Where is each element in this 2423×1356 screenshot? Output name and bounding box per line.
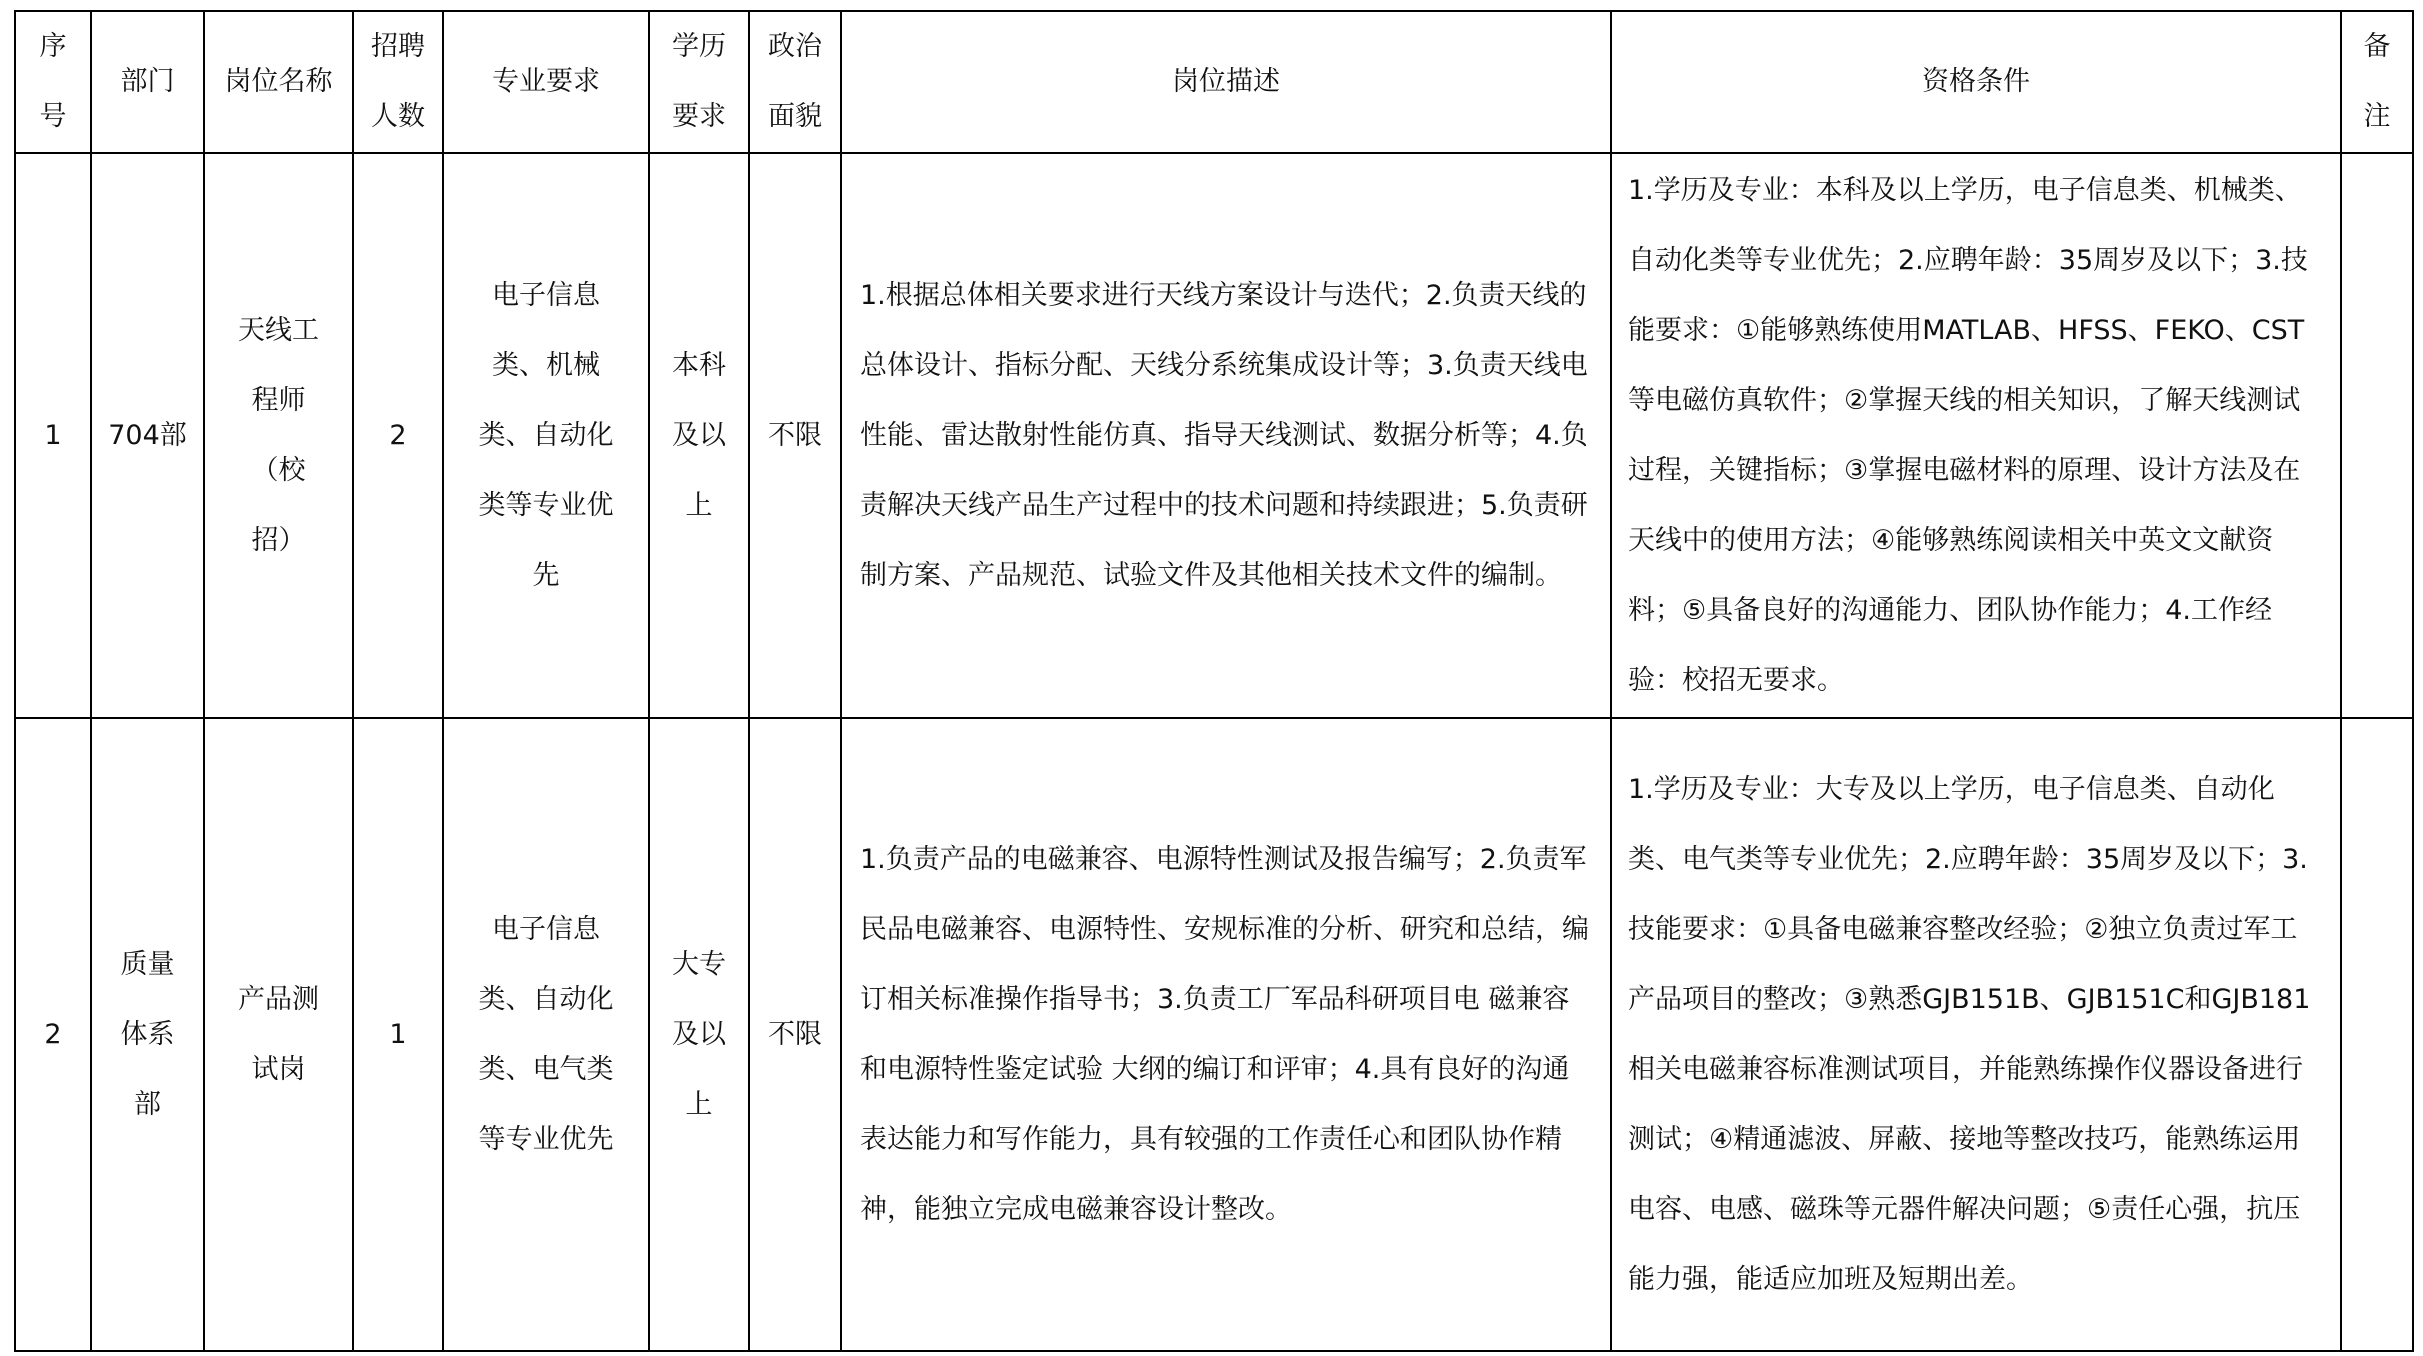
header-position: 岗位名称 bbox=[204, 11, 353, 153]
cell-headcount: 2 bbox=[353, 153, 443, 718]
header-seq: 序号 bbox=[15, 11, 91, 153]
cell-political: 不限 bbox=[749, 153, 841, 718]
header-political: 政治面貌 bbox=[749, 11, 841, 153]
cell-major: 电子信息类、自动化类、电气类等专业优先 bbox=[443, 718, 649, 1351]
header-qualifications: 资格条件 bbox=[1611, 11, 2341, 153]
cell-position: 天线工程师（校招） bbox=[204, 153, 353, 718]
cell-qualifications: 1.学历及专业：本科及以上学历，电子信息类、机械类、自动化类等专业优先；2.应聘年龄：35周岁及以下；3.技能要求：①能够熟练使用MATLAB、HFSS、FEKO、CST等电磁仿真软件；②掌握天线的相关知识，了解天线测试过程，关键指标；③掌握电磁材料的原理、设计方法及在天线中的使用方法；④能够熟练阅读相关中英文文献资料；⑤具备良好的沟通能力、团队协作能力；4.工作经验：校招无要求。 bbox=[1611, 153, 2341, 718]
cell-remarks bbox=[2341, 718, 2413, 1351]
header-education: 学历要求 bbox=[649, 11, 749, 153]
cell-political: 不限 bbox=[749, 718, 841, 1351]
cell-position: 产品测试岗 bbox=[204, 718, 353, 1351]
recruitment-table bbox=[14, 10, 2414, 1352]
table-row bbox=[15, 153, 2413, 718]
header-remarks: 备注 bbox=[2341, 11, 2413, 153]
cell-description: 1.负责产品的电磁兼容、电源特性测试及报告编写；2.负责军民品电磁兼容、电源特性、安规标准的分析、研究和总结，编订相关标准操作指导书；3.负责工厂军品科研项目电 磁兼容和电源特性鉴定试验 大纲的编订和评审；4.具有良好的沟通表达能力和写作能力，具有较强的工作责任心和团队协作精神，能独立完成电磁兼容设计整改。 bbox=[841, 718, 1611, 1351]
cell-qualifications: 1.学历及专业：大专及以上学历，电子信息类、自动化类、电气类等专业优先；2.应聘年龄：35周岁及以下；3.技能要求：①具备电磁兼容整改经验；②独立负责过军工产品项目的整改；③熟悉GJB151B、GJB151C和GJB181相关电磁兼容标准测试项目，并能熟练操作仪器设备进行测试；④精通滤波、屏蔽、接地等整改技巧，能熟练运用电容、电感、磁珠等元器件解决问题；⑤责任心强，抗压能力强，能适应加班及短期出差。 bbox=[1611, 718, 2341, 1351]
header-description: 岗位描述 bbox=[841, 11, 1611, 153]
table-row bbox=[15, 718, 2413, 1351]
cell-seq: 2 bbox=[15, 718, 91, 1351]
header-major: 专业要求 bbox=[443, 11, 649, 153]
cell-major: 电子信息类、机械类、自动化类等专业优先 bbox=[443, 153, 649, 718]
cell-dept: 质量体系部 bbox=[91, 718, 204, 1351]
header-dept: 部门 bbox=[91, 11, 204, 153]
cell-description: 1.根据总体相关要求进行天线方案设计与迭代；2.负责天线的总体设计、指标分配、天线分系统集成设计等；3.负责天线电性能、雷达散射性能仿真、指导天线测试、数据分析等；4.负责解决天线产品生产过程中的技术问题和持续跟进；5.负责研制方案、产品规范、试验文件及其他相关技术文件的编制。 bbox=[841, 153, 1611, 718]
cell-seq: 1 bbox=[15, 153, 91, 718]
cell-dept: 704部 bbox=[91, 153, 204, 718]
cell-education: 本科及以上 bbox=[649, 153, 749, 718]
table-header-row bbox=[15, 11, 2413, 153]
cell-headcount: 1 bbox=[353, 718, 443, 1351]
cell-remarks bbox=[2341, 153, 2413, 718]
cell-education: 大专及以上 bbox=[649, 718, 749, 1351]
header-headcount: 招聘人数 bbox=[353, 11, 443, 153]
